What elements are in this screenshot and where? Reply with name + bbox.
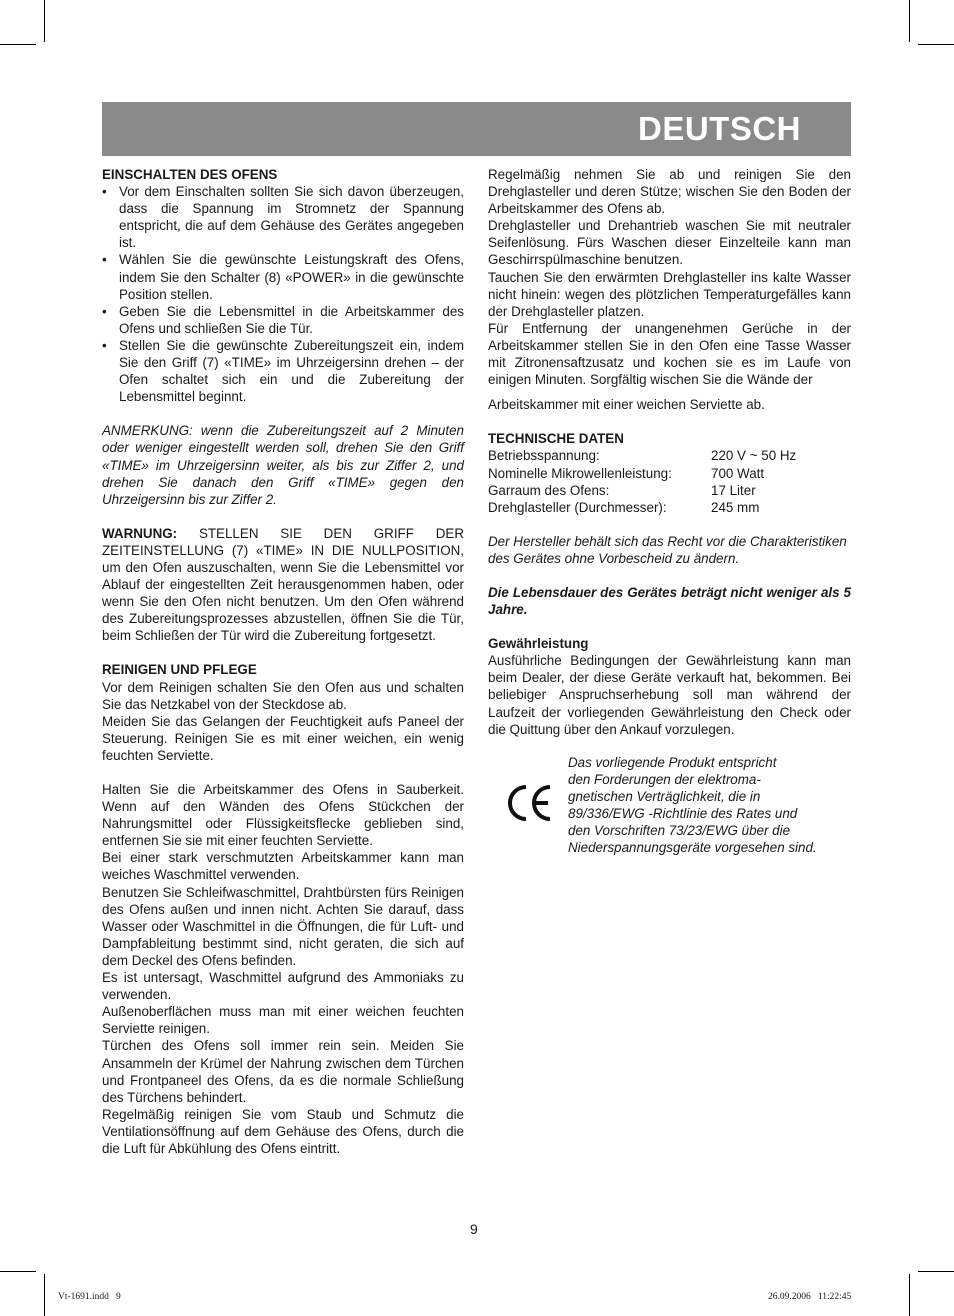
paragraph: Es ist untersagt, Waschmittel aufgrund des Ammoniaks zu verwenden. xyxy=(102,970,464,1003)
ce-conformity-text: Das vorliegende Produkt entspricht den Forderungen der elektroma- gnetischen Verträglichkeit, die in 89/336/EWG -Richtlinie des Rates und den Vorschriften 73/23/EWG über die Niederspannungsgeräte vorgesehen sind. xyxy=(568,754,817,856)
page-title: DEUTSCH xyxy=(637,110,801,147)
list-item: • Vor dem Einschalten sollten Sie sich davon überzeugen, dass die Spannung im Stromnetz der Spannung entspricht, die auf dem Gehäuse des Gerätes angegeben ist. xyxy=(102,184,464,251)
paragraph: Drehglasteller und Drehantrieb waschen Sie mit neutraler Seifenlösung. Fürs Waschen dieser Einzelteile kann man Geschirrspülmaschine benutzen. xyxy=(488,218,851,268)
crop-mark xyxy=(918,1271,954,1272)
paragraph: Tauchen Sie den erwärmten Drehglasteller ins kalte Wasser nicht hinein: wegen des plötzlichen Temperaturgefälles kann der Drehglasteller platzen. xyxy=(488,269,851,319)
crop-mark xyxy=(909,0,910,42)
lifetime-note: Die Lebensdauer des Gerätes beträgt nicht weniger als 5 Jahre. xyxy=(488,584,851,618)
list-item: • Geben Sie die Lebensmittel in die Arbeitskammer des Ofens und schließen Sie die Tür. xyxy=(102,303,464,336)
tech-row: Drehglasteller (Durchmesser): 245 mm xyxy=(488,499,760,515)
right-column xyxy=(488,166,851,866)
paragraph: Meiden Sie das Gelangen der Feuchtigkeit aufs Paneel der Steuerung. Reinigen Sie es mit einer weichen, ein wenig feuchten Serviette. xyxy=(102,713,464,763)
manufacturer-note: Der Hersteller behält sich das Recht vor die Charakteristiken des Gerätes ohne Vorbescheid zu ändern. xyxy=(488,533,847,566)
paragraph: Bei einer stark verschmutzten Arbeitskammer kann man weiches Waschmittel verwenden. xyxy=(102,850,464,883)
tech-row: Betriebsspannung: 220 V ~ 50 Hz xyxy=(488,448,797,464)
paragraph: Regelmäßig reinigen Sie vom Staub und Schmutz die Ventilationsöffnung auf dem Gehäuse des Ofens, durch die die Luft für Abkühlung des Ofens eintritt. xyxy=(102,1106,464,1156)
paragraph: Arbeitskammer mit einer weichen Serviette ab. xyxy=(488,397,765,413)
warning-text: STELLEN SIE DEN GRIFF DER ZEITEINSTELLUNG (7) «TIME» IN DIE NULLPOSITION, um den Ofen auszuschalten, wenn Sie die Lebensmittel vor Ablauf der eingestellten Zeit herausgenommen haben, oder wenn Sie den Ofen nicht benutzen. Um den Ofen während des Zubereitungsprozesses abzustellen, öffnen Sie die Tür, beim Schließen der Tür wird die Zubereitung fortgesetzt. xyxy=(102,525,464,644)
header-bar xyxy=(102,102,851,156)
instruction-list xyxy=(102,183,464,405)
paragraph: Halten Sie die Arbeitskammer des Ofens in Sauberkeit. Wenn auf den Wänden des Ofens Stückchen der Nahrungsmittel oder Flüssigkeitsflecke geblieben sind, entfernen Sie sie mit einer feuchten Serviette. xyxy=(102,782,464,849)
tech-table xyxy=(488,447,851,515)
paragraph: Außenoberflächen muss man mit einer weichen feuchten Serviette reinigen. xyxy=(102,1004,464,1037)
page-number: 9 xyxy=(470,1221,478,1237)
tech-row: Garraum des Ofens: 17 Liter xyxy=(488,482,756,498)
warning-label: WARNUNG: xyxy=(102,525,178,541)
footer-file: Vt-1691.indd 9 xyxy=(58,1292,121,1302)
crop-mark xyxy=(0,44,36,45)
ce-mark-icon xyxy=(506,784,554,822)
ce-block xyxy=(488,754,851,866)
crop-mark xyxy=(909,1274,910,1316)
list-item: • Wählen Sie die gewünschte Leistungskraft des Ofens, indem Sie den Schalter (8) «POWER» in die gewünschte Position stellen. xyxy=(102,252,464,302)
footer-timestamp: 26.09.2006 11:22:45 xyxy=(768,1292,852,1302)
note-paragraph: ANMERKUNG: wenn die Zubereitungszeit auf 2 Minuten oder weniger eingestellt werden soll, drehen Sie den Griff «TIME» im Uhrzeigersinn weiter, als bis zur Ziffer 2, und drehen Sie danach den Griff «TIME» gegen den Uhrzeigersinn bis zur Ziffer 2. xyxy=(102,423,464,507)
section-heading: Gewährleistung xyxy=(488,636,589,652)
section-heading: EINSCHALTEN DES OFENS xyxy=(102,167,278,182)
crop-mark xyxy=(918,44,954,45)
paragraph: Benutzen Sie Schleifwaschmittel, Drahtbürsten fürs Reinigen des Ofens außen und innen nicht. Achten Sie darauf, dass Wasser oder Waschmittel in die Öffnungen, die für Luft- und Dampfableitung bestimmt sind, nicht geraten, die sich auf dem Deckel des Ofens befinden. xyxy=(102,884,464,968)
crop-mark xyxy=(44,0,45,42)
paragraph: Türchen des Ofens soll immer rein sein. Meiden Sie Ansammeln der Krümel der Nahrung zwischen dem Türchen und Frontpaneel des Ofens, da es die normale Schließung des Türchens behindert. xyxy=(102,1038,464,1105)
paragraph: Für Entfernung der unangenehmen Gerüche in der Arbeitskammer stellen Sie in den Ofen eine Tasse Wasser mit Zitronensaftzusatz und kochen sie es im Laufe von einigen Minuten. Sorgfältig wischen Sie die Wände der xyxy=(488,320,851,388)
crop-mark xyxy=(0,1271,36,1272)
tech-row: Nominelle Mikrowellenleistung: 700 Watt xyxy=(488,465,765,481)
paragraph: Regelmäßig nehmen Sie ab und reinigen Sie den Drehglasteller und deren Stütze; wischen Sie den Boden der Arbeitskammer des Ofens ab. xyxy=(488,167,851,217)
paragraph: Ausführliche Bedingungen der Gewährleistung kann man beim Dealer, der diese Geräte verkauft hat, bekommen. Bei beliebiger Anspruchserhebung soll man während der Laufzeit der vorliegenden Gewährleistung den Check oder die Quittung über den Ankauf vorzulegen. xyxy=(488,653,851,737)
paragraph: Vor dem Reinigen schalten Sie den Ofen aus und schalten Sie das Netzkabel von der Steckdose ab. xyxy=(102,679,464,712)
left-column xyxy=(102,166,464,1157)
warning-paragraph xyxy=(102,525,464,645)
crop-mark xyxy=(44,1274,45,1316)
section-heading: REINIGEN UND PFLEGE xyxy=(102,662,257,678)
list-item: • Stellen Sie die gewünschte Zubereitungszeit ein, indem Sie den Griff (7) «TIME» im Uhrzeigersinn drehen – der Ofen schaltet sich ein und die Zubereitung der Lebensmittel beginnt. xyxy=(102,337,464,405)
section-heading: TECHNISCHE DATEN xyxy=(488,431,624,447)
